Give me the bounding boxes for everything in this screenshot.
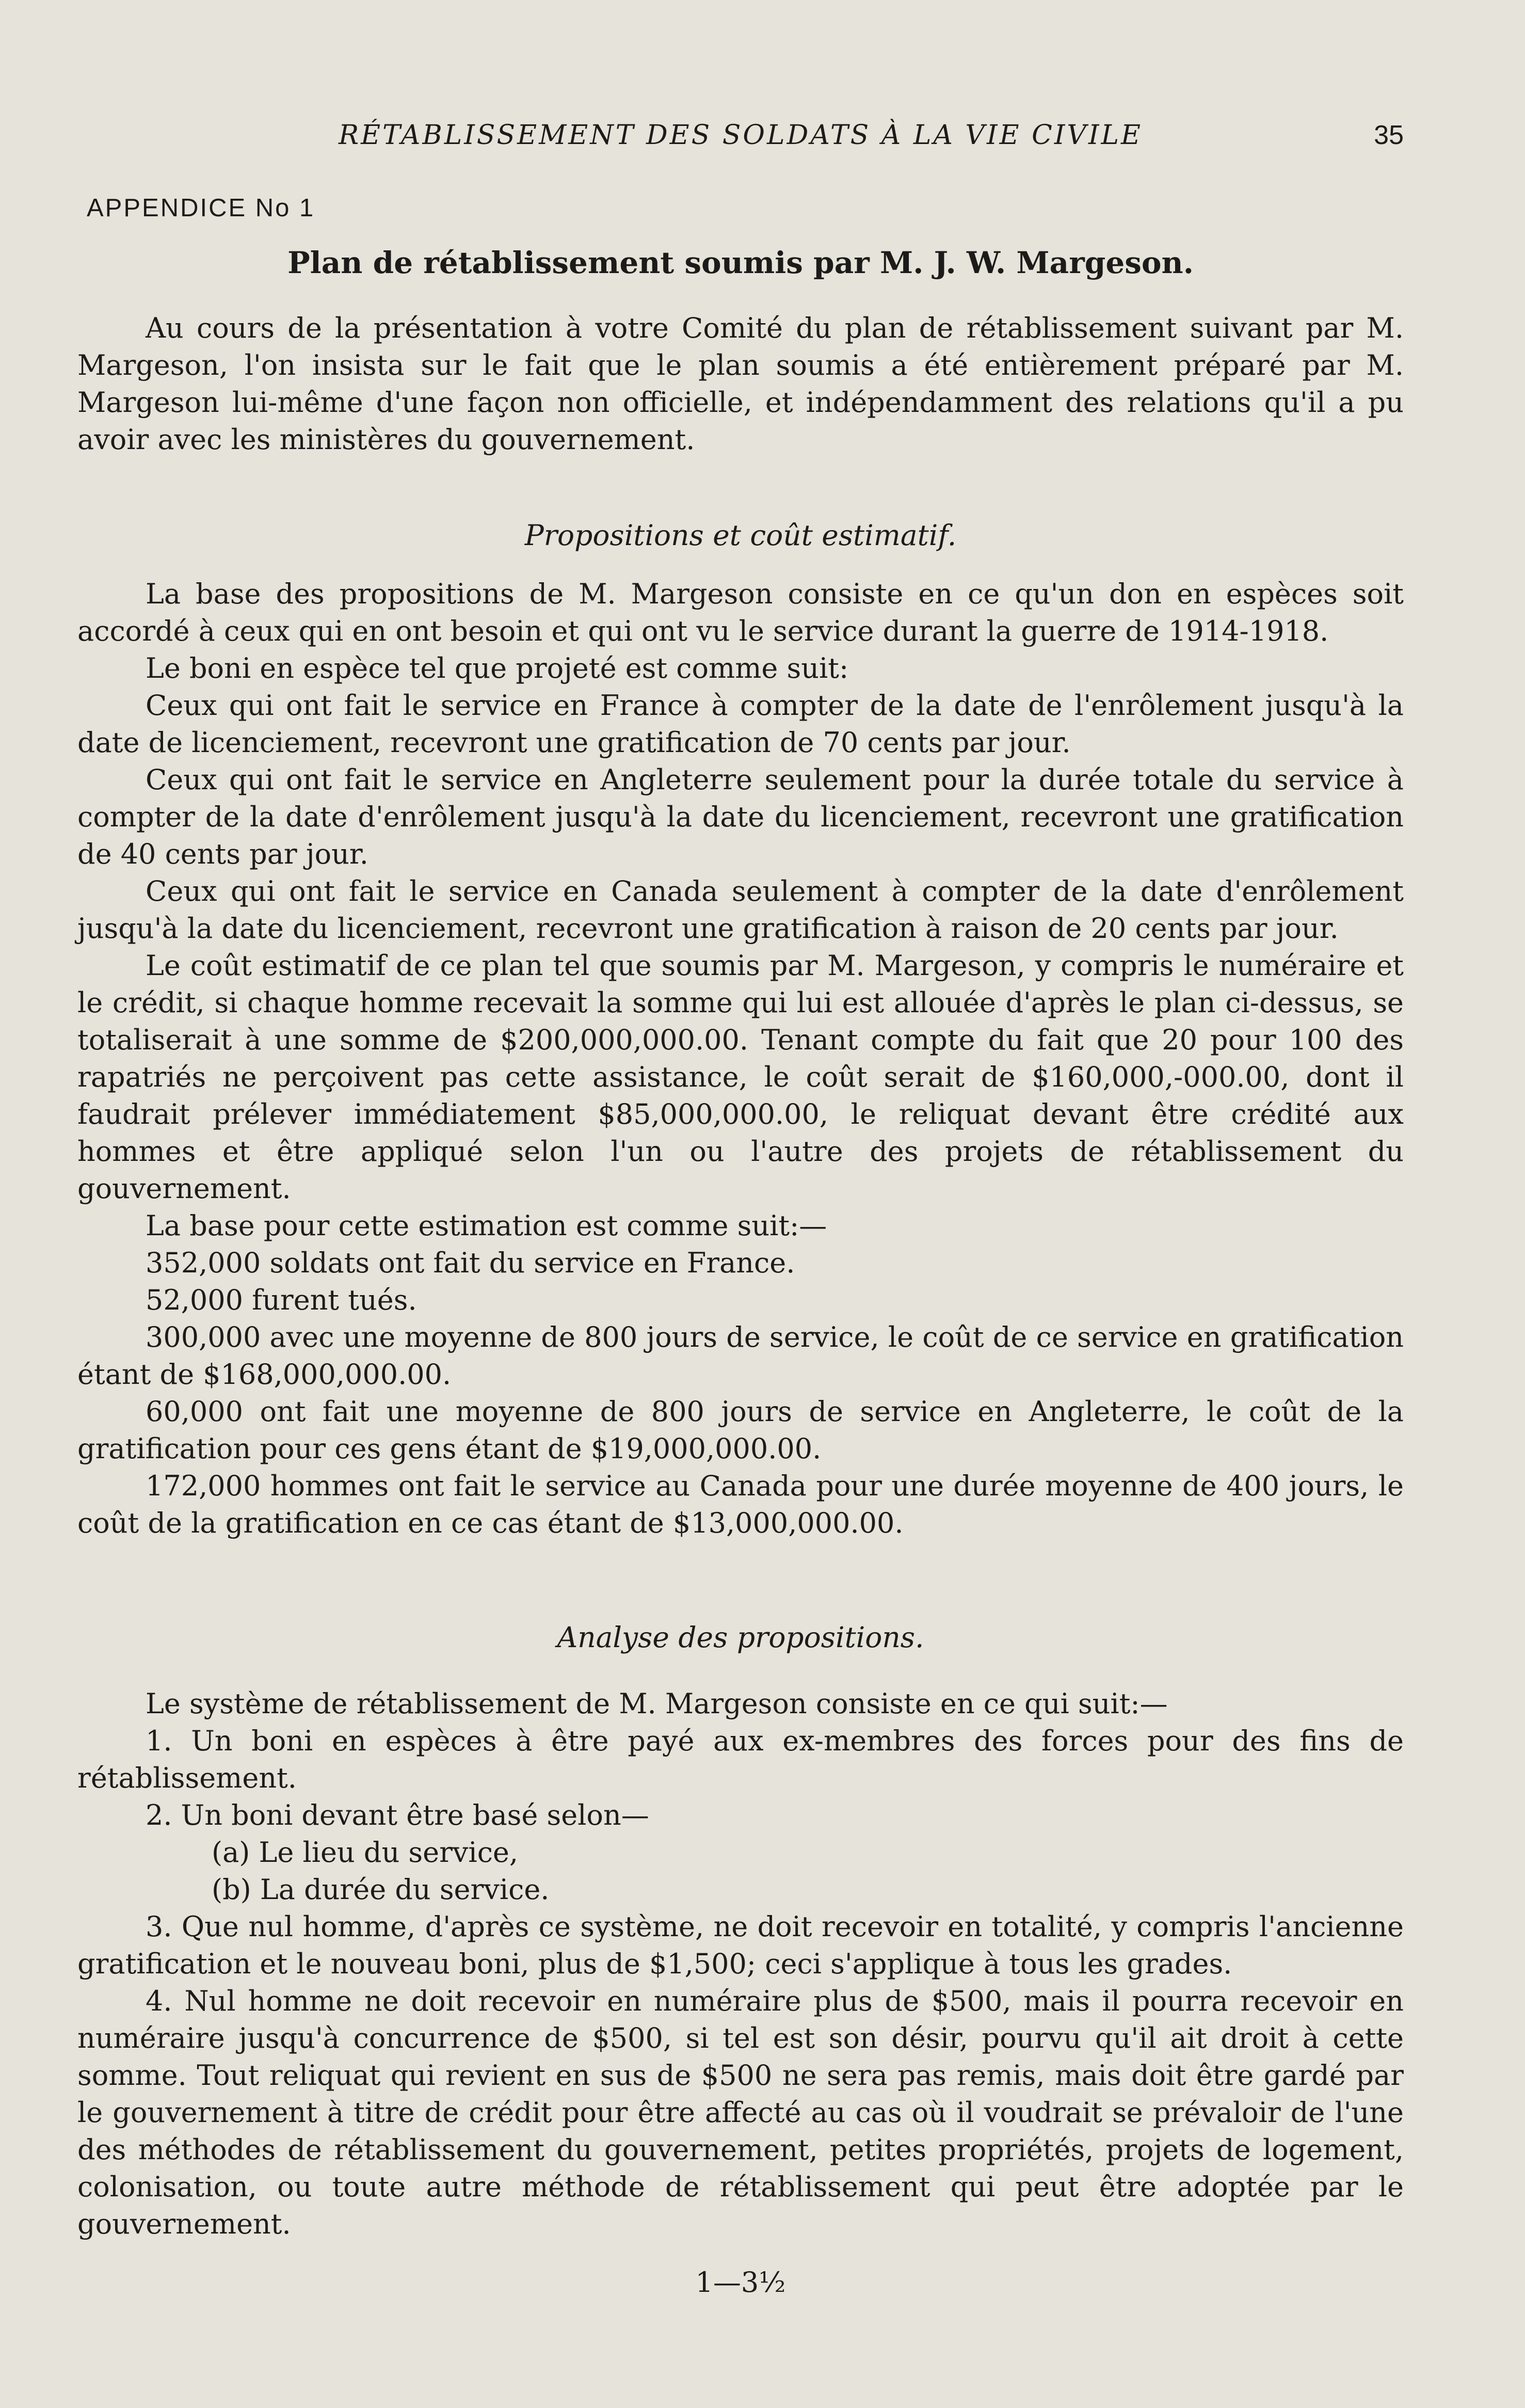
- appendix-label: APPENDICE No 1: [87, 194, 315, 222]
- paragraph: Le boni en espèce tel que projeté est comme suit:: [146, 652, 849, 684]
- list-item: 4. Nul homme ne doit recevoir en numéraire plus de $500, mais il pourra recevoir en numéraire jusqu'à concurrence de $500, si tel est son désir, pourvu qu'il ait droit à cette somme. Tout reliquat qui revient en sus de $500 ne sera pas remis, mais doit être gardé par le gouvernement à titre de crédit pour être affecté au cas où il voudrait se prévaloir de l'une des méthodes de rétablissement du gouvernement, petites propriétés, projets de logement, colonisation, ou toute autre méthode de rétablissement qui peut être adoptée par le gouvernement.: [77, 1985, 1404, 2240]
- section-analyse-body: [77, 1685, 1404, 2243]
- list-item: 3. Que nul homme, d'après ce système, ne doit recevoir en totalité, y compris l'ancienne gratification et le nouveau boni, plus de $1,500; ceci s'applique à tous les grades.: [77, 1910, 1404, 1980]
- list-item: 2. Un boni devant être basé selon—: [146, 1799, 649, 1831]
- section-heading-propositions: Propositions et coût estimatif.: [524, 519, 957, 552]
- section-heading-analyse: Analyse des propositions.: [557, 1621, 924, 1654]
- list-subitem: (b) La durée du service.: [212, 1873, 550, 1906]
- paragraph: 172,000 hommes ont fait le service au Canada pour une durée moyenne de 400 jours, le coût de la gratification en ce cas étant de $13,000,000.00.: [77, 1470, 1404, 1539]
- document-title: Plan de rétablissement soumis par M. J. W. Margeson.: [287, 245, 1194, 280]
- paragraph: Le système de rétablissement de M. Margeson consiste en ce qui suit:—: [146, 1687, 1168, 1720]
- list-item: 1. Un boni en espèces à être payé aux ex-membres des forces pour des fins de rétablissement.: [77, 1725, 1404, 1794]
- section-propositions-body: [77, 576, 1404, 1542]
- paragraph: Ceux qui ont fait le service en Angleterre seulement pour la durée totale du service à compter de la date d'enrôlement jusqu'à la date du licenciement, recevront une gratification de 40 cents par jour.: [77, 763, 1404, 870]
- paragraph: Ceux qui ont fait le service en France à compter de la date de l'enrôlement jusqu'à la date de licenciement, recevront une gratification de 70 cents par jour.: [77, 689, 1404, 759]
- running-header: [77, 120, 1404, 156]
- paragraph: La base des propositions de M. Margeson consiste en ce qu'un don en espèces soit accordé à ceux qui en ont besoin et qui ont vu le service durant la guerre de 1914-1918.: [77, 578, 1404, 647]
- list-subitem: (a) Le lieu du service,: [212, 1836, 519, 1869]
- paragraph: 52,000 furent tués.: [146, 1284, 417, 1316]
- paragraph: Ceux qui ont fait le service en Canada seulement à compter de la date d'enrôlement jusqu'à la date du licenciement, recevront une gratification à raison de 20 cents par jour.: [77, 875, 1404, 945]
- paragraph: 300,000 avec une moyenne de 800 jours de service, le coût de ce service en gratification étant de $168,000,000.00.: [77, 1321, 1404, 1391]
- signature-mark: 1—3½: [695, 2266, 786, 2299]
- intro-paragraph: Au cours de la présentation à votre Comité du plan de rétablissement suivant par M. Margeson, l'on insista sur le fait que le plan soumis a été entièrement préparé par M. Margeson lui-même d'une façon non officielle, et indépendamment des relations qu'il a pu avoir avec les ministères du gouvernement.: [77, 312, 1404, 456]
- paragraph: 60,000 ont fait une moyenne de 800 jours de service en Angleterre, le coût de la gratification pour ces gens étant de $19,000,000.00.: [77, 1395, 1404, 1465]
- intro-block: [77, 310, 1404, 458]
- paragraph: Le coût estimatif de ce plan tel que soumis par M. Margeson, y compris le numéraire et le crédit, si chaque homme recevait la somme qui lui est allouée d'après le plan ci-dessus, se totaliserait à une somme de $200,000,000.00. Tenant compte du fait que 20 pour 100 des rapatriés ne perçoivent pas cette assistance, le coût serait de $160,000,-000.00, dont il faudrait prélever immédiatement $85,000,000.00, le reliquat devant être crédité aux hommes et être appliqué selon l'un ou l'autre des projets de rétablissement du gouvernement.: [77, 949, 1404, 1205]
- paragraph: La base pour cette estimation est comme suit:—: [146, 1209, 827, 1242]
- paragraph: 352,000 soldats ont fait du service en France.: [146, 1247, 795, 1279]
- page-number: 35: [1374, 120, 1404, 150]
- running-title: RÉTABLISSEMENT DES SOLDATS À LA VIE CIVILE: [338, 120, 1143, 151]
